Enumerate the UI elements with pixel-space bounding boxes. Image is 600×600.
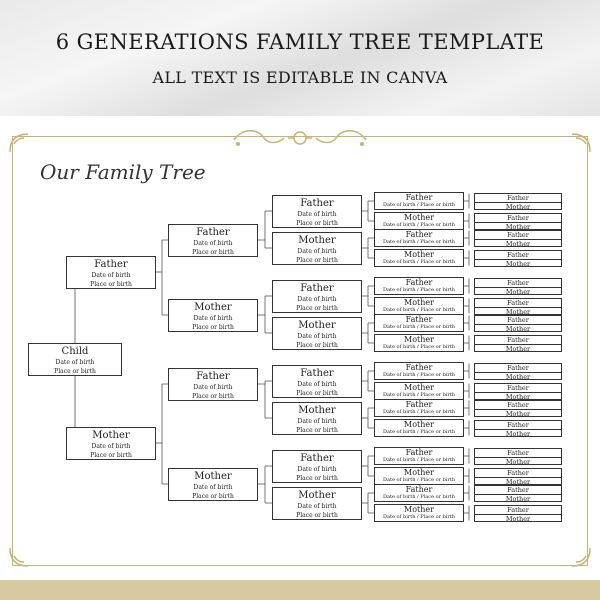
mother-box-gen5[interactable] — [374, 504, 464, 522]
date-place-of-birth: Date of birth / Place or birth — [383, 239, 455, 245]
father-box-gen3[interactable] — [168, 224, 258, 257]
tree-heading: Our Family Tree — [40, 160, 206, 184]
person-name: Father — [300, 197, 334, 209]
place-of-birth: Place or birth — [296, 474, 338, 482]
person-name: Mother — [298, 489, 336, 501]
date-place-of-birth: Date of birth / Place or birth — [383, 259, 455, 265]
mother-name: Mother — [505, 222, 531, 230]
parent-pair-box-gen6[interactable] — [474, 485, 562, 502]
date-of-birth: Date of birth — [297, 247, 337, 255]
person-name: Mother — [404, 250, 434, 259]
father-name: Father — [475, 449, 561, 458]
father-name: Father — [475, 364, 561, 373]
person-name: Mother — [404, 420, 434, 429]
mother-box-gen4[interactable] — [272, 402, 362, 435]
father-name: Father — [475, 194, 561, 203]
place-of-birth: Place or birth — [296, 389, 338, 397]
father-box-gen5[interactable] — [374, 362, 464, 380]
father-name: Father — [475, 469, 561, 478]
mother-box-gen5[interactable] — [374, 212, 464, 230]
person-name: Mother — [404, 213, 434, 222]
date-of-birth: Date of birth — [297, 417, 337, 425]
date-of-birth: Date of birth — [193, 314, 233, 322]
person-name: Father — [405, 193, 433, 202]
father-name: Father — [475, 316, 561, 325]
place-of-birth: Place or birth — [192, 248, 234, 256]
mother-box-gen5[interactable] — [374, 382, 464, 400]
date-of-birth: Date of birth — [297, 380, 337, 388]
person-name: Father — [300, 367, 334, 379]
parent-pair-box-gen6[interactable] — [474, 230, 562, 247]
person-name: Father — [196, 370, 230, 382]
date-of-birth: Date of birth — [55, 358, 95, 366]
father-box-gen5[interactable] — [374, 447, 464, 465]
mother-name: Mother — [505, 494, 531, 502]
father-box-gen5[interactable] — [374, 229, 464, 247]
father-box-gen3[interactable] — [168, 368, 258, 401]
father-box-gen5[interactable] — [374, 314, 464, 332]
father-name: Father — [475, 506, 561, 515]
father-box-gen4[interactable] — [272, 195, 362, 228]
date-place-of-birth: Date of birth / Place or birth — [383, 494, 455, 500]
person-name: Father — [405, 485, 433, 494]
father-name: Father — [475, 299, 561, 308]
date-place-of-birth: Date of birth / Place or birth — [383, 287, 455, 293]
mother-box-gen5[interactable] — [374, 297, 464, 315]
parent-pair-box-gen6[interactable] — [474, 193, 562, 210]
parent-pair-box-gen6[interactable] — [474, 298, 562, 315]
date-of-birth: Date of birth — [297, 502, 337, 510]
date-of-birth: Date of birth — [297, 295, 337, 303]
person-name: Father — [405, 363, 433, 372]
person-name: Father — [405, 230, 433, 239]
place-of-birth: Place or birth — [296, 304, 338, 312]
father-name: Father — [475, 214, 561, 223]
father-name: Father — [475, 486, 561, 495]
person-name: Mother — [92, 429, 130, 441]
person-name: Mother — [298, 319, 336, 331]
father-name: Father — [475, 279, 561, 288]
person-name: Father — [94, 258, 128, 270]
person-name: Mother — [404, 298, 434, 307]
parent-pair-box-gen6[interactable] — [474, 420, 562, 437]
mother-box-gen5[interactable] — [374, 334, 464, 352]
place-of-birth: Place or birth — [90, 451, 132, 459]
page-subtitle: ALL TEXT IS EDITABLE IN CANVA — [152, 68, 448, 87]
person-name: Mother — [404, 468, 434, 477]
place-of-birth: Place or birth — [192, 492, 234, 500]
person-name: Father — [405, 315, 433, 324]
place-of-birth: Place or birth — [296, 511, 338, 519]
date-place-of-birth: Date of birth / Place or birth — [383, 477, 455, 483]
date-place-of-birth: Date of birth / Place or birth — [383, 344, 455, 350]
person-name: Father — [405, 448, 433, 457]
person-name: Father — [300, 282, 334, 294]
parent-pair-box-gen6[interactable] — [474, 468, 562, 485]
father-box-gen5[interactable] — [374, 484, 464, 502]
father-box-gen4[interactable] — [272, 365, 362, 398]
place-of-birth: Place or birth — [296, 219, 338, 227]
date-of-birth: Date of birth — [193, 239, 233, 247]
mother-name: Mother — [505, 324, 531, 332]
father-box-gen5[interactable] — [374, 277, 464, 295]
place-of-birth: Place or birth — [296, 256, 338, 264]
person-name: Mother — [404, 335, 434, 344]
date-place-of-birth: Date of birth / Place or birth — [383, 514, 455, 520]
date-place-of-birth: Date of birth / Place or birth — [383, 429, 455, 435]
mother-name: Mother — [505, 477, 531, 485]
father-box-gen5[interactable] — [374, 192, 464, 210]
date-place-of-birth: Date of birth / Place or birth — [383, 409, 455, 415]
father-box-gen4[interactable] — [272, 280, 362, 313]
parent-pair-box-gen6[interactable] — [474, 335, 562, 352]
date-of-birth: Date of birth — [297, 332, 337, 340]
parent-pair-box-gen6[interactable] — [474, 315, 562, 332]
mother-name: Mother — [505, 239, 531, 247]
mother-name: Mother — [505, 344, 531, 352]
mother-box-gen3[interactable] — [168, 299, 258, 332]
father-box-gen2[interactable] — [66, 256, 156, 289]
person-name: Mother — [298, 404, 336, 416]
date-of-birth: Date of birth — [297, 210, 337, 218]
place-of-birth: Place or birth — [296, 341, 338, 349]
person-name: Father — [300, 452, 334, 464]
place-of-birth: Place or birth — [192, 323, 234, 331]
place-of-birth: Place or birth — [192, 392, 234, 400]
mother-name: Mother — [505, 514, 531, 522]
child-box-gen1[interactable] — [28, 343, 122, 376]
mother-name: Mother — [505, 287, 531, 295]
parent-pair-box-gen6[interactable] — [474, 278, 562, 295]
mother-name: Mother — [505, 409, 531, 417]
date-place-of-birth: Date of birth / Place or birth — [383, 372, 455, 378]
date-of-birth: Date of birth — [193, 483, 233, 491]
father-box-gen5[interactable] — [374, 399, 464, 417]
father-box-gen4[interactable] — [272, 450, 362, 483]
person-name: Mother — [404, 505, 434, 514]
person-name: Mother — [194, 470, 232, 482]
mother-box-gen2[interactable] — [66, 427, 156, 460]
parent-pair-box-gen6[interactable] — [474, 250, 562, 267]
person-name: Father — [405, 278, 433, 287]
date-place-of-birth: Date of birth / Place or birth — [383, 324, 455, 330]
mother-box-gen4[interactable] — [272, 487, 362, 520]
mother-box-gen5[interactable] — [374, 419, 464, 437]
place-of-birth: Place or birth — [90, 280, 132, 288]
father-name: Father — [475, 401, 561, 410]
parent-pair-box-gen6[interactable] — [474, 383, 562, 400]
date-place-of-birth: Date of birth / Place or birth — [383, 307, 455, 313]
date-place-of-birth: Date of birth / Place or birth — [383, 457, 455, 463]
father-name: Father — [475, 231, 561, 240]
father-name: Father — [475, 384, 561, 393]
father-name: Father — [475, 251, 561, 260]
mother-name: Mother — [505, 429, 531, 437]
date-of-birth: Date of birth — [193, 383, 233, 391]
person-name: Mother — [194, 301, 232, 313]
parent-pair-box-gen6[interactable] — [474, 448, 562, 465]
mother-box-gen5[interactable] — [374, 249, 464, 267]
father-name: Father — [475, 421, 561, 430]
date-place-of-birth: Date of birth / Place or birth — [383, 222, 455, 228]
mother-box-gen4[interactable] — [272, 232, 362, 265]
date-place-of-birth: Date of birth / Place or birth — [383, 392, 455, 398]
date-of-birth: Date of birth — [91, 442, 131, 450]
person-name: Mother — [404, 383, 434, 392]
page-title: 6 GENERATIONS FAMILY TREE TEMPLATE — [55, 30, 545, 54]
mother-name: Mother — [505, 307, 531, 315]
place-of-birth: Place or birth — [296, 426, 338, 434]
place-of-birth: Place or birth — [54, 367, 96, 375]
parent-pair-box-gen6[interactable] — [474, 363, 562, 380]
mother-name: Mother — [505, 202, 531, 210]
father-name: Father — [475, 336, 561, 345]
parent-pair-box-gen6[interactable] — [474, 400, 562, 417]
date-of-birth: Date of birth — [91, 271, 131, 279]
date-of-birth: Date of birth — [297, 465, 337, 473]
parent-pair-box-gen6[interactable] — [474, 213, 562, 230]
mother-name: Mother — [505, 259, 531, 267]
mother-name: Mother — [505, 457, 531, 465]
mother-name: Mother — [505, 392, 531, 400]
mother-box-gen5[interactable] — [374, 467, 464, 485]
mother-box-gen3[interactable] — [168, 468, 258, 501]
mother-name: Mother — [505, 372, 531, 380]
date-place-of-birth: Date of birth / Place or birth — [383, 202, 455, 208]
person-name: Father — [405, 400, 433, 409]
person-name: Mother — [298, 234, 336, 246]
person-name: Father — [196, 226, 230, 238]
mother-box-gen4[interactable] — [272, 317, 362, 350]
person-name: Child — [61, 345, 89, 357]
parent-pair-box-gen6[interactable] — [474, 505, 562, 522]
